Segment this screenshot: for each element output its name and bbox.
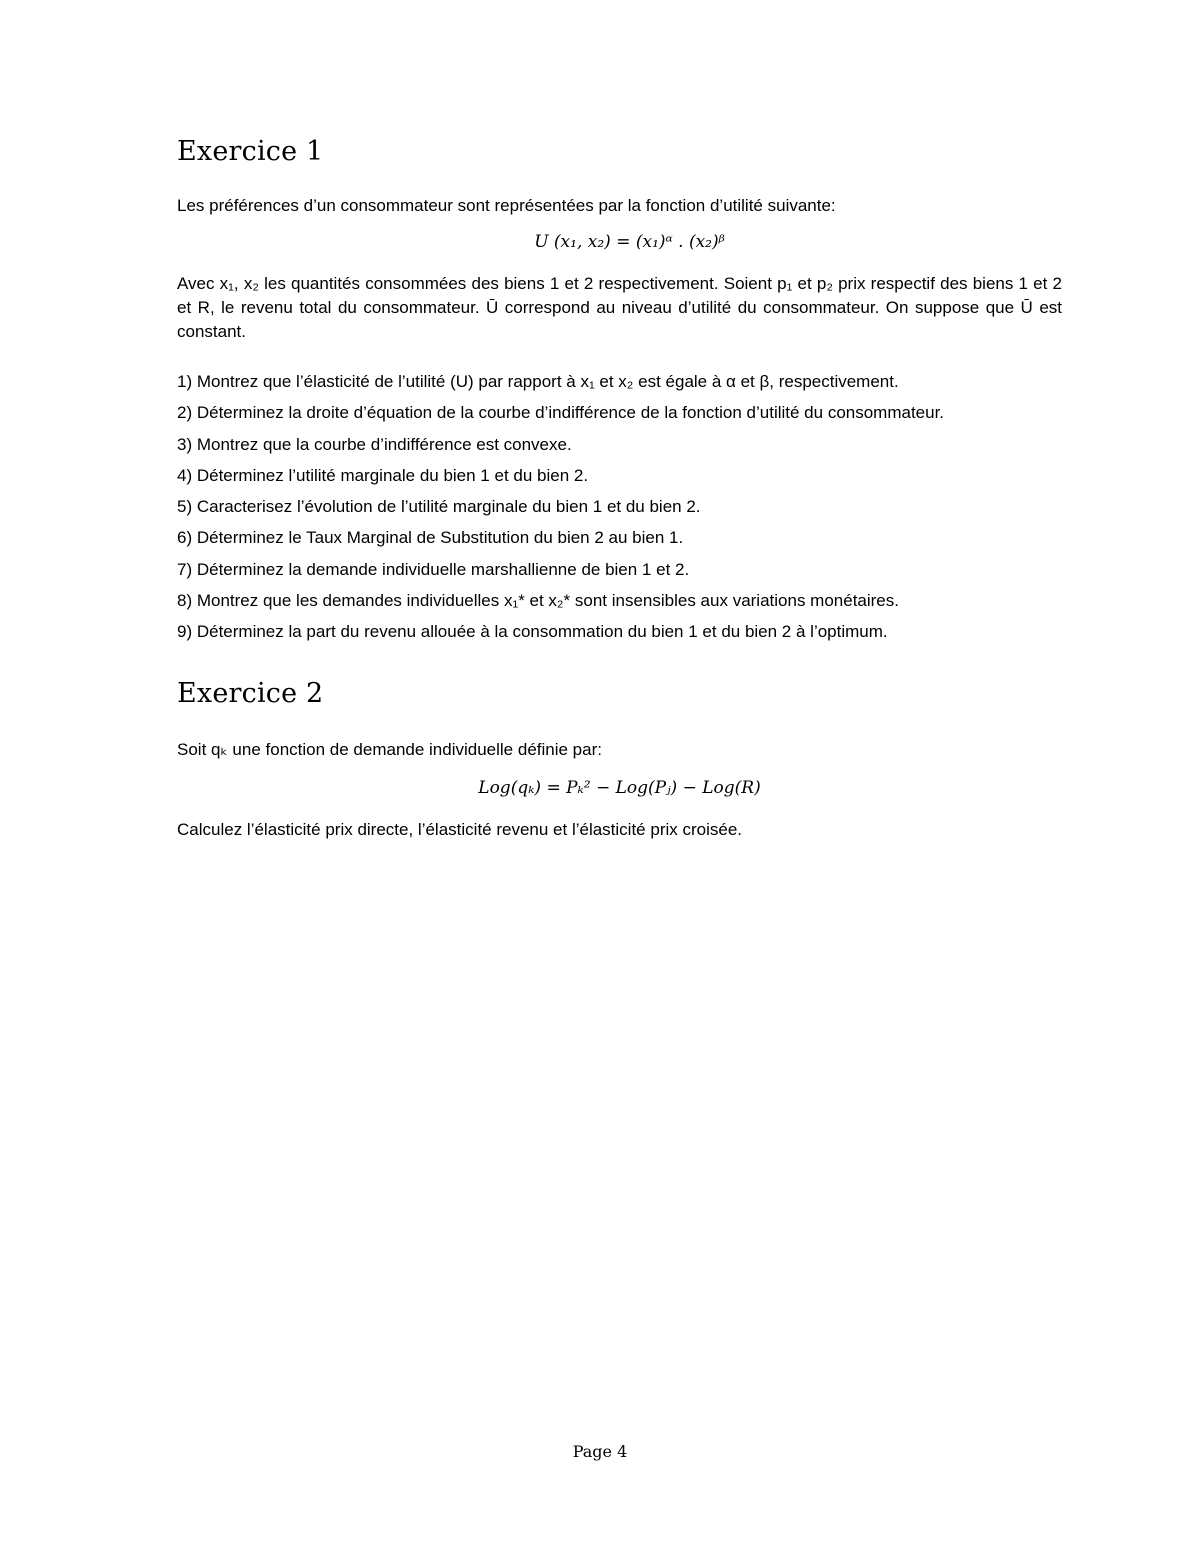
question-item: 3) Montrez que la courbe d’indifférence est convexe. [177, 434, 572, 454]
exercise-2-intro: Soit qₖ une fonction de demande individuelle définie par: [177, 740, 602, 760]
exercise-1-title: Exercice 1 [177, 136, 324, 167]
question-item: 1) Montrez que l’élasticité de l’utilité (U) par rapport à x₁ et x₂ est égale à α et β, respectivement. [177, 372, 899, 391]
question-item: 2) Déterminez la droite d’équation de la courbe d’indifférence de la fonction d’utilité du consommateur. [177, 403, 945, 423]
exercise-1-questions [177, 370, 1062, 644]
utility-function-equation: U (x₁, x₂) = (x₁)ᵅ . (x₂)ᵝ [534, 232, 725, 252]
exercise-1 [177, 132, 1062, 644]
question-item: 9) Déterminez la part du revenu allouée à la consommation du bien 1 et du bien 2 à l’optimum. [177, 622, 888, 642]
question-item: 8) Montrez que les demandes individuelles x₁* et x₂* sont insensibles aux variations monétaires. [177, 591, 899, 611]
exercise-1-intro: Les préférences d’un consommateur sont représentées par la fonction d’utilité suivante: [177, 196, 836, 215]
question-item: 4) Déterminez l’utilité marginale du bien 1 et du bien 2. [177, 465, 589, 485]
question-item: 5) Caracterisez l’évolution de l’utilité marginale du bien 1 et du bien 2. [177, 497, 701, 517]
exercise-1-paragraph: Avec x₁, x₂ les quantités consommées des biens 1 et 2 respectivement. Soient p₁ et p₂ prix respectif des biens 1 et 2 et R, le revenu total du consommateur. Ū correspond au niveau d’utilité du consommateur. On suppose que Ū est constant. [177, 274, 1062, 341]
exercise-2-title: Exercice 2 [177, 678, 324, 710]
question-item: 7) Déterminez la demande individuelle marshallienne de bien 1 et 2. [177, 559, 690, 579]
question-item: 6) Déterminez le Taux Marginal de Substitution du bien 2 au bien 1. [177, 528, 684, 548]
page-content [177, 132, 1062, 842]
exercise-2-question: Calculez l’élasticité prix directe, l’élasticité revenu et l’élasticité prix croisée. [177, 820, 743, 840]
demand-function-equation: Log(qₖ) = Pₖ² − Log(Pⱼ) − Log(R) [478, 778, 761, 799]
page-number: Page 4 [572, 1442, 628, 1461]
exercise-2 [177, 674, 1062, 842]
